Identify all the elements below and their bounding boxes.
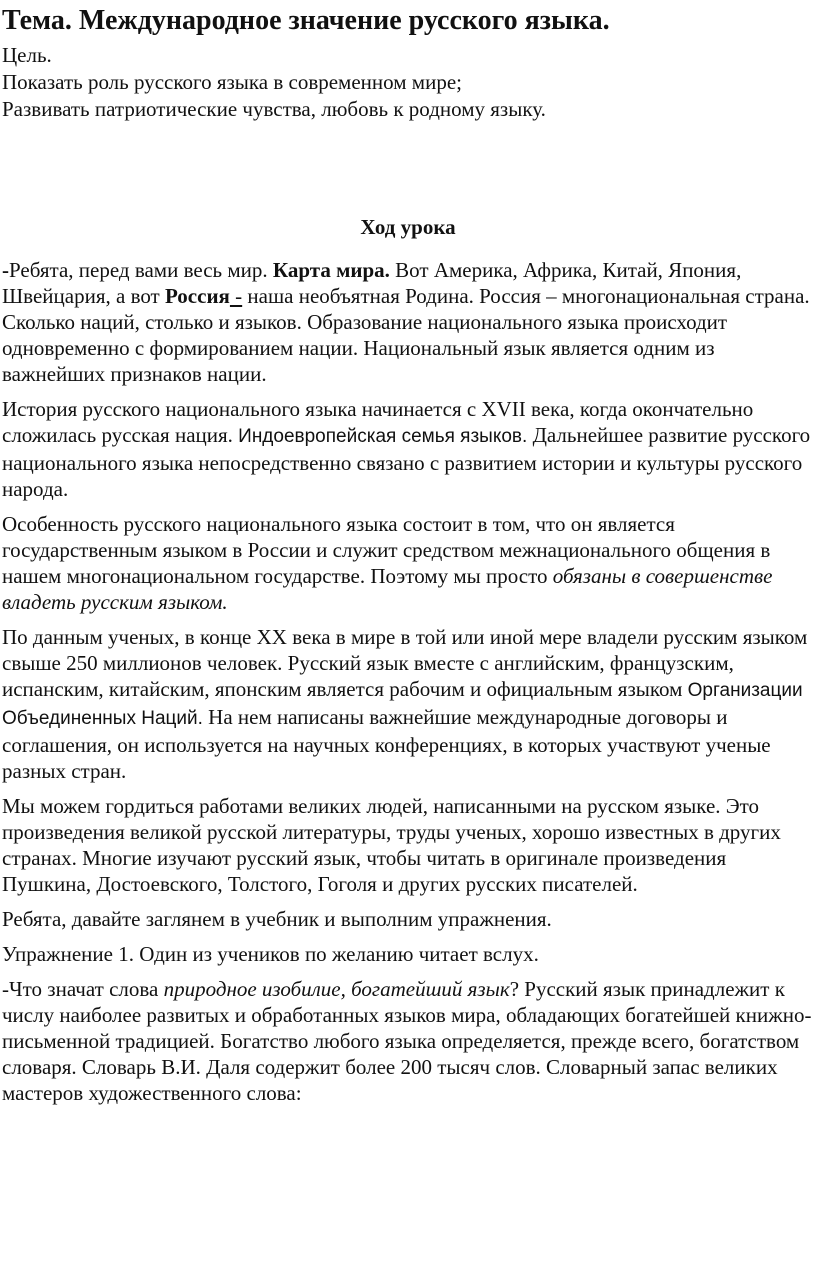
page-title: Тема. Международное значение русского языка. <box>2 5 610 36</box>
leading-dash: - <box>2 258 9 282</box>
paragraph-text: По данным ученых, в конце XX века в мире в той или иной мере владели русским языком свыше 250 миллионов человек. Русский язык вместе с английским, французским, испанским, китайским, японским является рабочим и официальным языком <box>2 625 808 701</box>
hyperlink-dash[interactable]: - <box>229 284 243 308</box>
paragraph-text: ? Русский язык принадлежит к числу наиболее развитых и обработанных языков мира, обладающих богатейшей книжно-письменной традицией. Богатство любого языка определяется, прежде всего, богатством словаря. Словарь В.И. Даля содержит более 200 тысяч слов. Словарный запас великих мастеров художественного слова: <box>2 977 812 1105</box>
paragraph-vocabulary <box>2 976 814 1106</box>
paragraph-text: Особенность русского национального языка состоит в том, что он является государственным языком в России и служит средством межнационального общения в нашем многонациональном государстве. Поэтому мы просто <box>2 512 771 588</box>
paragraph-world-map <box>2 257 814 387</box>
paragraph-state-language <box>2 511 814 615</box>
paragraph-exercise-1: Упражнение 1. Один из учеников по желанию читает вслух. <box>2 942 539 966</box>
bold-phrase: Россия <box>165 284 230 308</box>
paragraph-text: История русского национального языка начинается с XVII века, когда окончательно сложилась русская нация. <box>2 397 754 447</box>
bold-phrase: Карта мира. <box>272 258 390 282</box>
lesson-goals <box>2 42 814 123</box>
paragraph-history <box>2 396 814 502</box>
goal-label: Цель. <box>2 43 52 67</box>
paragraph-text: наша необъятная Родина. Россия – многонациональная страна. Сколько наций, столько и языков. Образование национального языка происходит одновременно с формированием нации. Национальный язык является одним из важнейших признаков нации. <box>2 284 810 386</box>
paragraph-text: -Что значат слова <box>2 977 164 1001</box>
language-family-term: Индоевропейская семья языков. <box>238 426 528 447</box>
goal-line: Развивать патриотические чувства, любовь к родному языку. <box>2 97 546 121</box>
paragraph-text: Вот Америка, Африка, Китай, Япония, Швейцария, а вот <box>2 258 742 308</box>
paragraph-textbook: Ребята, давайте заглянем в учебник и выполним упражнения. <box>2 907 552 931</box>
section-heading: Ход урока <box>360 215 456 239</box>
paragraph-text: Ребята, перед вами весь мир. <box>9 258 273 282</box>
goal-line: Показать роль русского языка в современном мире; <box>2 70 462 94</box>
un-term: Организации Объединенных Наций. <box>2 680 803 729</box>
paragraph-literature: Мы можем гордиться работами великих людей, написанными на русском языке. Это произведения великой русской литературы, труды ученых, хорошо известных в других странах. Многие изучают русский язык, чтобы читать в оригинале произведения Пушкина, Достоевского, Толстого, Гоголя и других русских писателей. <box>2 794 781 896</box>
paragraph-speakers <box>2 624 814 784</box>
paragraph-text: Дальнейшее развитие русского национального языка непосредственно связано с развитием истории и культуры русского народа. <box>2 423 811 501</box>
italic-phrase: обязаны в совершенстве владеть русским языком. <box>2 564 773 614</box>
paragraph-text: На нем написаны важнейшие международные договоры и соглашения, он используется на научных конференциях, в которых участвуют ученые разных стран. <box>2 705 771 783</box>
italic-phrase: природное изобилие, богатейший язык <box>163 977 510 1001</box>
